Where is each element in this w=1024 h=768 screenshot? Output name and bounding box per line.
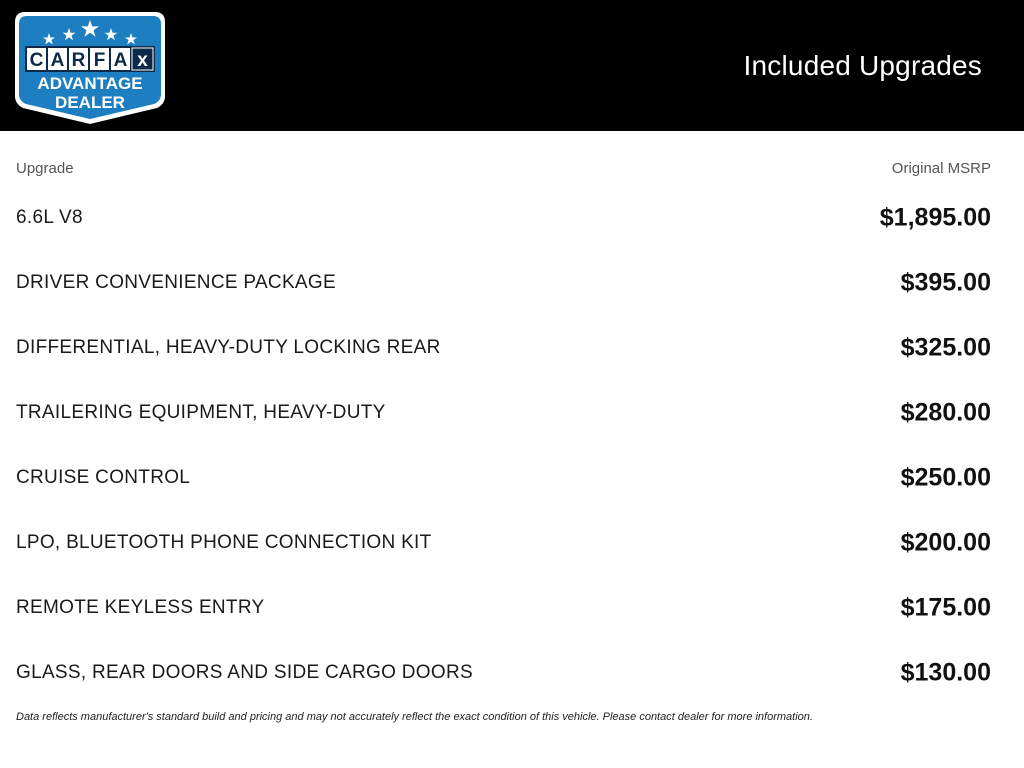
upgrade-name: REMOTE KEYLESS ENTRY [16,596,265,618]
svg-text:C: C [29,50,44,71]
page-header [0,0,1024,131]
upgrade-row [0,575,1024,640]
page-title: Included Upgrades [743,50,982,81]
logo-dealer-text: DEALER [55,93,125,112]
upgrade-column-header: Upgrade [16,160,74,177]
svg-text:A: A [50,50,65,71]
disclaimer-text: Data reflects manufacturer's standard build and pricing and may not accurately reflect the exact condition of this vehicle. Please contact dealer for more information. [16,711,813,723]
upgrade-name: CRUISE CONTROL [16,466,191,488]
svg-text:A: A [113,50,128,71]
svg-text:R: R [71,50,86,71]
upgrade-price: $175.00 [900,593,991,621]
upgrade-name: DRIVER CONVENIENCE PACKAGE [16,271,336,293]
upgrade-price: $1,895.00 [879,203,991,231]
upgrade-price: $200.00 [900,528,991,556]
upgrade-price: $130.00 [900,658,991,686]
upgrade-price: $325.00 [900,333,991,361]
upgrade-name: TRAILERING EQUIPMENT, HEAVY-DUTY [16,401,386,423]
carfax-advantage-dealer-logo [9,8,171,126]
upgrade-row [0,185,1024,250]
upgrade-row [0,315,1024,380]
upgrade-price: $250.00 [900,463,991,491]
upgrade-name: LPO, BLUETOOTH PHONE CONNECTION KIT [16,531,432,553]
upgrade-name: DIFFERENTIAL, HEAVY-DUTY LOCKING REAR [16,336,441,358]
upgrade-row [0,250,1024,315]
logo-advantage-text: ADVANTAGE [37,74,143,93]
upgrade-row [0,640,1024,705]
upgrade-row [0,445,1024,510]
svg-text:F: F [93,50,106,71]
upgrade-price: $280.00 [900,398,991,426]
upgrade-price: $395.00 [900,268,991,296]
upgrade-row [0,380,1024,445]
upgrade-name: 6.6L V8 [16,206,83,228]
upgrade-row [0,510,1024,575]
upgrade-name: GLASS, REAR DOORS AND SIDE CARGO DOORS [16,661,473,683]
svg-text:x: x [137,50,148,71]
upgrades-list [0,185,1024,705]
msrp-column-header: Original MSRP [891,160,991,177]
